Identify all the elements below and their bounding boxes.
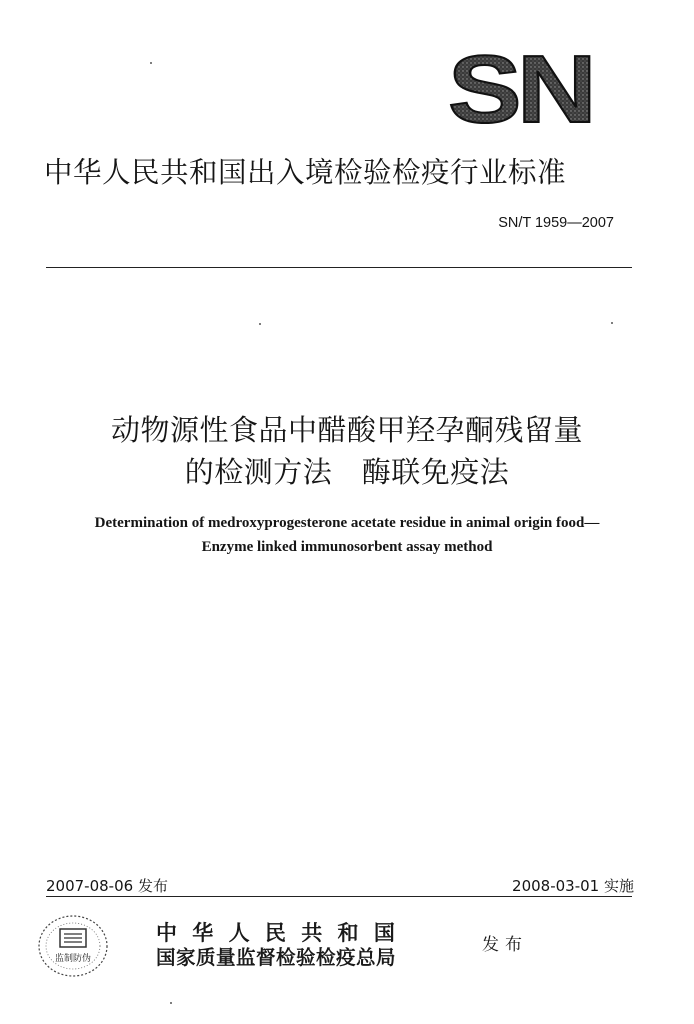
- logo-text: SN: [448, 50, 592, 128]
- sn-logo-icon: [446, 50, 596, 128]
- standard-number: SN/T 1959—2007: [498, 215, 614, 231]
- official-seal-icon: [36, 913, 110, 979]
- scan-speck: [259, 323, 261, 325]
- footer-divider: [46, 896, 632, 897]
- issuer-line2: 国家质量监督检验检疫总局: [156, 946, 397, 969]
- title-en-line2: Enzyme linked immunosorbent assay method: [201, 539, 493, 555]
- scan-speck: [170, 1002, 172, 1004]
- publish-label: 发布: [482, 935, 528, 955]
- header-divider: [46, 267, 632, 268]
- effective-date: 2008-03-01 实施: [512, 877, 634, 895]
- title-zh-line1: 动物源性食品中醋酸甲羟孕酮残留量: [110, 413, 583, 447]
- title-en-line1: Determination of medroxyprogesterone acetate residue in animal origin food—: [94, 515, 600, 531]
- scan-speck: [150, 62, 152, 64]
- issue-date: 2007-08-06 发布: [46, 877, 168, 895]
- title-zh-line2: 的检测方法 酶联免疫法: [184, 455, 510, 489]
- scan-speck: [611, 322, 613, 324]
- issuer-line1: 中 华 人 民 共 和 国: [156, 920, 399, 945]
- seal-text: 监制防伪: [54, 954, 92, 964]
- industry-standard-title: 中华人民共和国出入境检验检疫行业标准: [44, 156, 567, 189]
